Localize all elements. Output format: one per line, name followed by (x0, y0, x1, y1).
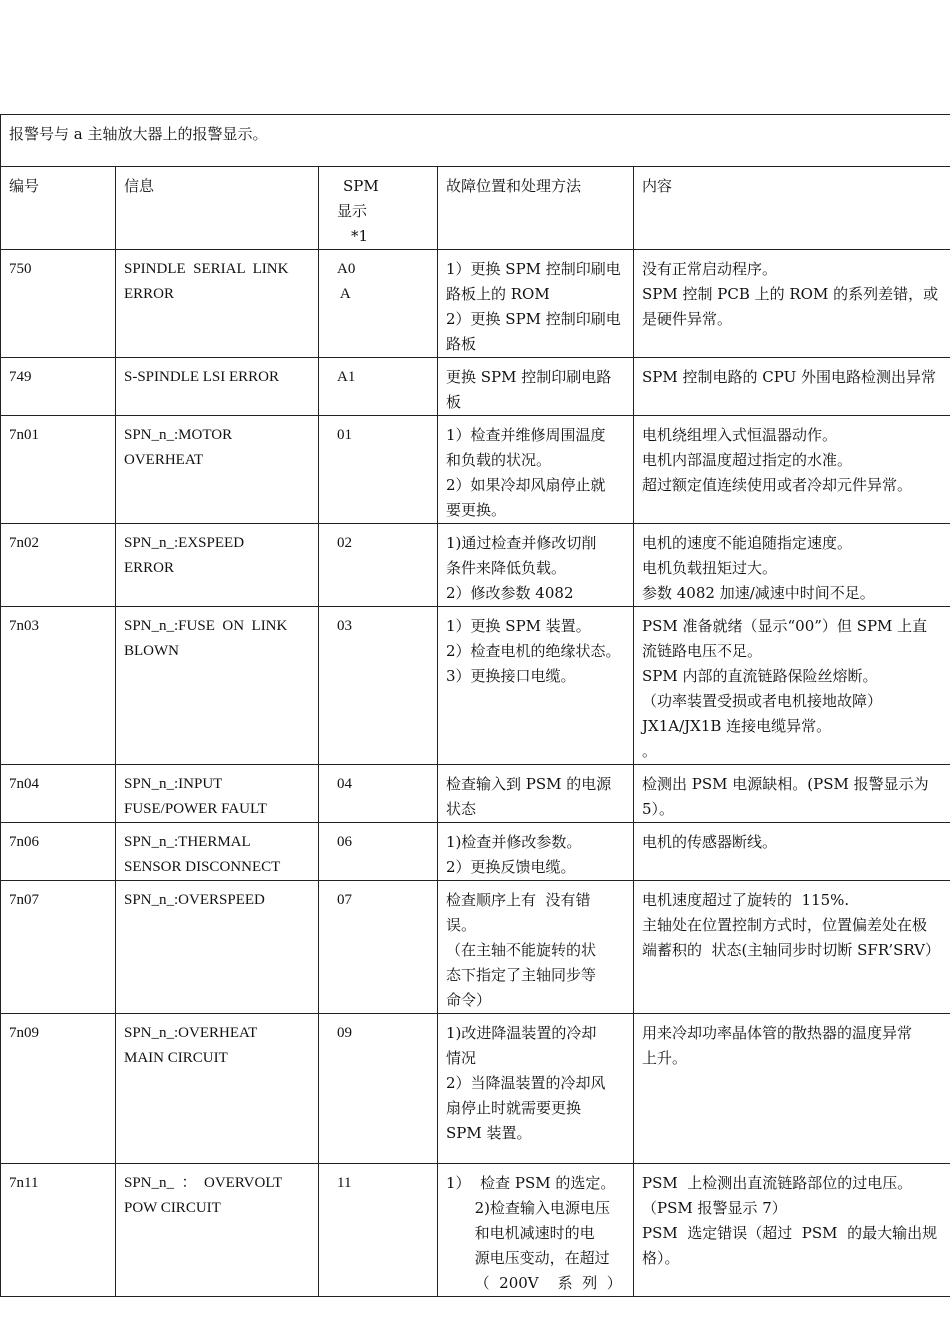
alarm-row (1, 358, 950, 416)
fix-method-line: 2）修改参数 4082 (446, 584, 574, 602)
spm-display (319, 524, 438, 607)
alarm-row (1, 881, 950, 1014)
alarm-content (634, 881, 950, 1014)
fix-method-line: 2）更换反馈电缆。 (446, 858, 576, 876)
fix-method-line: 2）当降温装置的冷却风 (446, 1074, 606, 1092)
fix-method-line: 路板 (446, 335, 477, 353)
alarm-message-line: SPN_n_:THERMAL (124, 834, 251, 850)
fix-method-line: 1）更换 SPM 装置。 (446, 617, 591, 635)
alarm-number: 7n04 (1, 765, 116, 823)
alarm-content-line: PSM 上检测出直流链路部位的过电压。 (642, 1174, 913, 1192)
alarm-message (116, 607, 319, 765)
alarm-content-line: （PSM 报警显示 7） (642, 1199, 787, 1217)
alarm-content-line: 是硬件异常。 (642, 310, 733, 328)
fix-method (438, 881, 634, 1014)
alarm-message (116, 358, 319, 416)
fix-method (438, 250, 634, 358)
spm-display-line: 06 (337, 834, 352, 850)
alarm-number: 7n06 (1, 823, 116, 881)
alarm-content (634, 416, 950, 524)
alarm-content (634, 765, 950, 823)
alarm-row (1, 1164, 950, 1297)
header-no: 编号 (1, 167, 116, 250)
alarm-content-line: 流链路电压不足。 (642, 642, 763, 660)
fix-method-line: SPM 装置。 (446, 1124, 532, 1142)
alarm-message-line: SENSOR DISCONNECT (124, 859, 281, 875)
alarm-number: 7n07 (1, 881, 116, 1014)
alarm-content-line: SPM 控制 PCB 上的 ROM 的系列差错，或 (642, 285, 939, 303)
alarm-message (116, 1014, 319, 1164)
alarm-content-line: 电机负载扭矩过大。 (642, 559, 778, 577)
alarm-message-line: SPN_n_:FUSE ON LINK (124, 618, 288, 634)
spm-display (319, 250, 438, 358)
alarm-message-line: BLOWN (124, 643, 179, 659)
alarm-content (634, 250, 950, 358)
alarm-message (116, 823, 319, 881)
spm-display-line: 03 (337, 618, 352, 634)
fix-method-line: （在主轴不能旋转的状 (446, 941, 597, 959)
intro-row (1, 115, 950, 167)
alarm-message-line: ERROR (124, 286, 175, 302)
alarm-message-line: FUSE/POWER FAULT (124, 801, 267, 817)
alarm-content-line: 5）。 (642, 800, 675, 818)
spm-display-line: 01 (337, 427, 352, 443)
fix-method-line: 条件来降低负载。 (446, 559, 567, 577)
alarm-content (634, 607, 950, 765)
alarm-content-line: 参数 4082 加速/减速中时间不足。 (642, 584, 875, 602)
fix-method-line: 2)检查输入电源电压 (446, 1199, 611, 1217)
header-spm-line: SPM (343, 177, 379, 195)
fix-method-line: 扇停止时就需要更换 (446, 1099, 582, 1117)
alarm-content-line: SPM 控制电路的 CPU 外围电路检测出异常 (642, 368, 936, 386)
alarm-table (0, 114, 950, 1297)
fix-method-line: 1） 检查 PSM 的选定。 (446, 1174, 616, 1192)
alarm-content-line: 电机的速度不能追随指定速度。 (642, 534, 853, 552)
alarm-content (634, 524, 950, 607)
fix-method-line: 2）如果冷却风扇停止就 (446, 476, 606, 494)
alarm-message-line: OVERHEAT (124, 452, 204, 468)
fix-method-line: 和负载的状况。 (446, 451, 552, 469)
alarm-row (1, 823, 950, 881)
alarm-message-line: SPN_n_:MOTOR (124, 427, 233, 443)
alarm-row (1, 250, 950, 358)
alarm-content-line: 检测出 PSM 电源缺相。(PSM 报警显示为 (642, 775, 929, 793)
header-spm-line: 显示 (337, 202, 368, 220)
fix-method-line: 状态 (446, 800, 477, 818)
alarm-message (116, 250, 319, 358)
header-fix: 故障位置和处理方法 (438, 167, 634, 250)
alarm-content-line: （功率装置受损或者电机接地故障） (642, 692, 883, 710)
alarm-content (634, 823, 950, 881)
alarm-number: 7n02 (1, 524, 116, 607)
fix-method (438, 765, 634, 823)
fix-method-line: 情况 (446, 1049, 477, 1067)
fix-method-line: 1)通过检查并修改切削 (446, 534, 597, 552)
header-info: 信息 (116, 167, 319, 250)
fix-method-line: 1)改进降温装置的冷却 (446, 1024, 597, 1042)
alarm-message-line: SPINDLE SERIAL LINK (124, 261, 289, 277)
alarm-number: 7n11 (1, 1164, 116, 1297)
alarm-message-line: SPN_n_ ： OVERVOLT (124, 1175, 283, 1191)
fix-method-line: 3）更换接口电缆。 (446, 667, 576, 685)
alarm-content-line: 电机速度超过了旋转的 115%. (642, 891, 850, 909)
alarm-number: 7n01 (1, 416, 116, 524)
spm-display-line: 11 (337, 1175, 352, 1191)
fix-method-line: 检查顺序上有 没有错 (446, 891, 591, 909)
alarm-message (116, 1164, 319, 1297)
alarm-message (116, 416, 319, 524)
spm-display-line: 04 (337, 776, 352, 792)
alarm-row (1, 607, 950, 765)
spm-display (319, 1164, 438, 1297)
spm-display-line: A0 (337, 261, 356, 277)
alarm-number: 749 (1, 358, 116, 416)
spm-display (319, 358, 438, 416)
spm-display (319, 1014, 438, 1164)
fix-method (438, 524, 634, 607)
fix-method (438, 358, 634, 416)
fix-method-line: 2）检查电机的绝缘状态。 (446, 642, 621, 660)
spm-display (319, 765, 438, 823)
fix-method-line: 源电压变动，在超过 (446, 1249, 610, 1267)
alarm-content-line: SPM 内部的直流链路保险丝熔断。 (642, 667, 878, 685)
alarm-content-line: 上升。 (642, 1049, 688, 1067)
alarm-message-line: POW CIRCUIT (124, 1200, 221, 1216)
alarm-message-line: SPN_n_:EXSPEED (124, 535, 245, 551)
fix-method-line: 1）更换 SPM 控制印刷电 (446, 260, 621, 278)
fix-method-line: 2）更换 SPM 控制印刷电 (446, 310, 621, 328)
spm-display (319, 823, 438, 881)
alarm-message-line: SPN_n_:INPUT (124, 776, 223, 792)
alarm-row (1, 524, 950, 607)
fix-method-line: 检查输入到 PSM 的电源 (446, 775, 612, 793)
alarm-row (1, 416, 950, 524)
alarm-document (0, 114, 950, 1297)
alarm-number: 750 (1, 250, 116, 358)
alarm-content-line: 电机内部温度超过指定的水准。 (642, 451, 853, 469)
alarm-content-line: JX1A/JX1B 连接电缆异常。 (642, 717, 832, 735)
alarm-message (116, 524, 319, 607)
alarm-message-line: SPN_n_:OVERSPEED (124, 892, 265, 908)
spm-display (319, 607, 438, 765)
fix-method (438, 416, 634, 524)
fix-method-line: 1)检查并修改参数。 (446, 833, 582, 851)
header-content: 内容 (634, 167, 950, 250)
alarm-content-line: PSM 准备就绪（显示“00”）但 SPM 上直 (642, 617, 928, 635)
fix-method (438, 823, 634, 881)
spm-display-line: 09 (337, 1025, 352, 1041)
header-row (1, 167, 950, 250)
fix-method (438, 607, 634, 765)
alarm-row (1, 765, 950, 823)
fix-method-line: 态下指定了主轴同步等 (446, 966, 597, 984)
alarm-number: 7n03 (1, 607, 116, 765)
fix-method-line: 要更换。 (446, 501, 507, 519)
alarm-message-line: S-SPINDLE LSI ERROR (124, 369, 280, 385)
alarm-content (634, 1164, 950, 1297)
alarm-content-line: 端蓄积的 状态(主轴同步时切断 SFR’SRV） (642, 941, 940, 959)
alarm-content-line: 格）。 (642, 1249, 680, 1267)
alarm-content-line: 。 (642, 742, 658, 760)
alarm-content-line: 电机绕组埋入式恒温器动作。 (642, 426, 838, 444)
alarm-message (116, 765, 319, 823)
alarm-content (634, 1014, 950, 1164)
fix-method-line: 误。 (446, 916, 477, 934)
fix-method-line: 更换 SPM 控制印刷电路 (446, 368, 612, 386)
fix-method-line: 1）检查并维修周围温度 (446, 426, 606, 444)
spm-display-line: 07 (337, 892, 352, 908)
alarm-content (634, 358, 950, 416)
alarm-message-line: ERROR (124, 560, 175, 576)
alarm-message-line: SPN_n_:OVERHEAT (124, 1025, 258, 1041)
spm-display-line: 02 (337, 535, 352, 551)
fix-method-line: 和电机减速时的电 (446, 1224, 595, 1242)
alarm-message-line: MAIN CIRCUIT (124, 1050, 228, 1066)
intro-text: 报警号与 a 主轴放大器上的报警显示。 (1, 115, 950, 167)
spm-display-line: A (337, 286, 351, 302)
fix-method-line: （ 200V 系 列 ） (446, 1274, 622, 1292)
alarm-content-line: PSM 选定错误（超过 PSM 的最大输出规 (642, 1224, 938, 1242)
alarm-message (116, 881, 319, 1014)
fix-method-line: 板 (446, 393, 462, 411)
spm-display-line: A1 (337, 369, 356, 385)
alarm-content-line: 超过额定值连续使用或者冷却元件异常。 (642, 476, 913, 494)
spm-display (319, 881, 438, 1014)
alarm-content-line: 主轴处在位置控制方式时，位置偏差处在极 (642, 916, 928, 934)
alarm-content-line: 用来冷却功率晶体管的散热器的温度异常 (642, 1024, 913, 1042)
header-spm-line: *1 (351, 227, 369, 245)
fix-method-line: 命令） (446, 991, 492, 1009)
fix-method (438, 1164, 634, 1297)
alarm-content-line: 没有正常启动程序。 (642, 260, 778, 278)
fix-method (438, 1014, 634, 1164)
header-spm (319, 167, 438, 250)
alarm-number: 7n09 (1, 1014, 116, 1164)
alarm-content-line: 电机的传感器断线。 (642, 833, 778, 851)
fix-method-line: 路板上的 ROM (446, 285, 550, 303)
alarm-row (1, 1014, 950, 1164)
spm-display (319, 416, 438, 524)
